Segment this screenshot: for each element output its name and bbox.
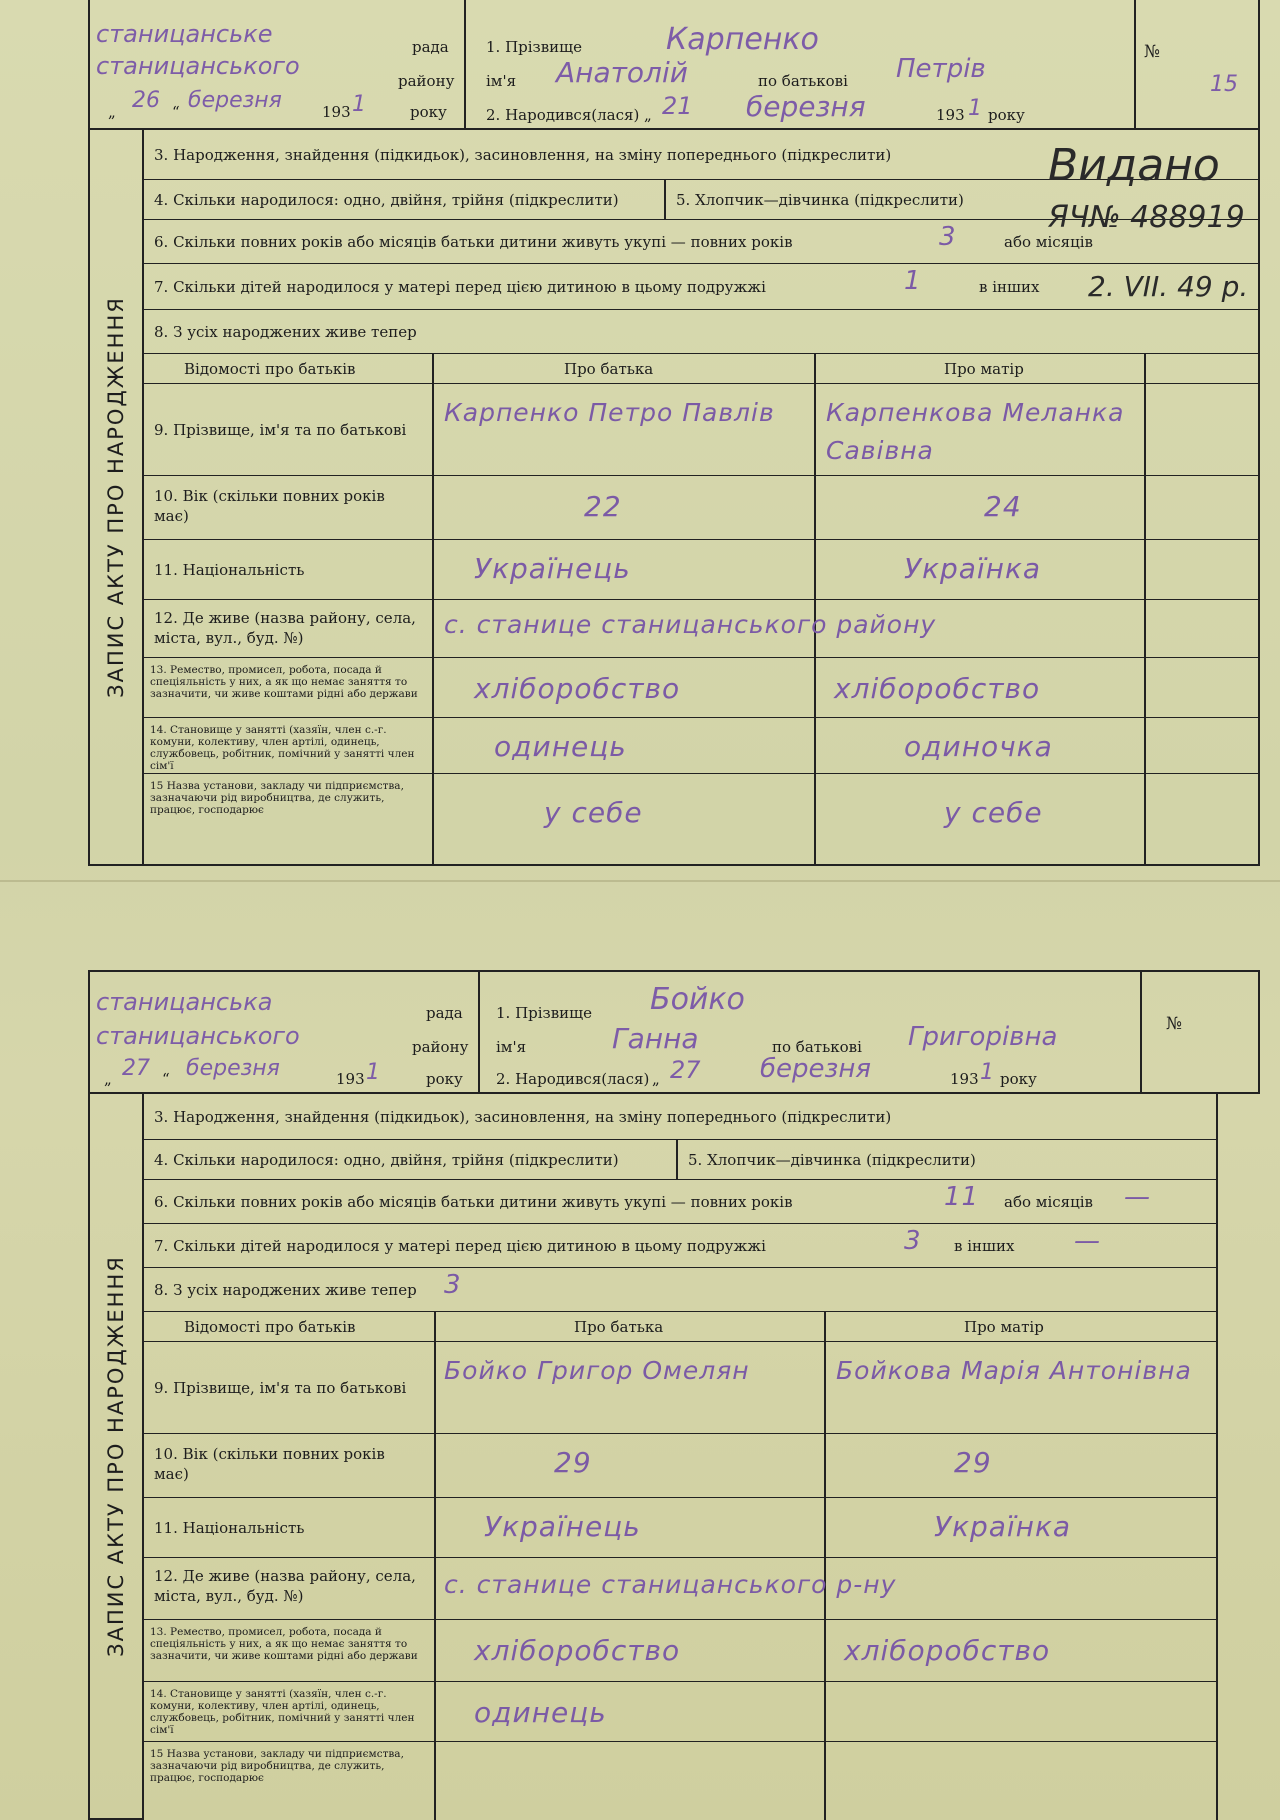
council-value: станицанська bbox=[96, 988, 273, 1016]
name-value: Анатолій bbox=[556, 56, 688, 89]
birth-record-2 bbox=[88, 970, 1260, 1820]
row-address bbox=[144, 600, 1258, 658]
r14-label: 14. Становище у занятті (хазяїн, член с.-г. комуни, колективу, член артілі, одинець, службовець, робітник, помічний у занятті член сім'ї bbox=[150, 724, 415, 772]
q3-label: 3. Народження, знайдення (підкидьок), засиновлення, на зміну попереднього (підкреслити) bbox=[154, 145, 892, 164]
q7-count-value: 1 bbox=[904, 266, 922, 296]
q8-alive-value: 3 bbox=[444, 1270, 462, 1300]
fold-line bbox=[0, 880, 1280, 882]
born-year-value: 1 bbox=[968, 96, 982, 121]
q6-months-value: — bbox=[1124, 1182, 1151, 1212]
row-q8 bbox=[144, 310, 1258, 354]
father-header: Про батька bbox=[574, 1317, 664, 1336]
row-parents-header bbox=[144, 1312, 1216, 1342]
row-q4-q5 bbox=[144, 1140, 1216, 1180]
row-full-name bbox=[144, 1342, 1216, 1434]
record-sidebar bbox=[88, 1094, 142, 1820]
father-status-value: одинець bbox=[494, 730, 627, 763]
name-value: Ганна bbox=[612, 1022, 699, 1055]
year-prefix: 193 bbox=[336, 1070, 365, 1088]
record-body bbox=[142, 1094, 1218, 1820]
born-year-prefix: 193 bbox=[950, 1070, 979, 1088]
district-label: району bbox=[412, 1038, 469, 1056]
r12-label: 12. Де живе (назва району, села, міста, вул., буд. №) bbox=[154, 609, 416, 647]
row-occupation bbox=[144, 1620, 1216, 1682]
date-month-value: березня bbox=[188, 88, 282, 113]
q6-months-label: або місяців bbox=[1004, 1192, 1093, 1211]
father-status-value: одинець bbox=[474, 1696, 607, 1729]
row-workplace bbox=[144, 1742, 1216, 1820]
row-q8 bbox=[144, 1268, 1216, 1312]
r11-label: 11. Національність bbox=[154, 1518, 305, 1537]
parents-header: Відомості про батьків bbox=[184, 1317, 356, 1336]
q6-years-value: 3 bbox=[939, 222, 957, 252]
born-day-value: 21 bbox=[662, 92, 693, 120]
row-full-name bbox=[144, 384, 1258, 476]
q7-other-label: в інших bbox=[979, 277, 1040, 296]
sidebar-title: ЗАПИС АКТУ ПРО НАРОДЖЕННЯ bbox=[104, 296, 128, 698]
issued-date: 2. VII. 49 р. bbox=[1088, 270, 1249, 303]
surname-label: 1. Прізвище bbox=[496, 1004, 593, 1022]
child-info-cell: 1. Прізвище Бойко ім'я Ганна по батькові Григорівна 2. Народився(лася) „ 27 березня 193 1 року bbox=[480, 972, 1142, 1092]
father-address-value: с. станице станицанського р-ну bbox=[444, 1570, 897, 1599]
born-year-suffix: року bbox=[1000, 1070, 1037, 1088]
council-label: рада bbox=[412, 38, 449, 56]
year-value: 1 bbox=[366, 1060, 380, 1085]
row-q7 bbox=[144, 1224, 1216, 1268]
father-nationality-value: Українець bbox=[484, 1510, 641, 1543]
surname-value: Карпенко bbox=[666, 22, 819, 57]
father-address-value: с. станице станицанського району bbox=[444, 610, 937, 639]
q8-label: 8. З усіх народжених живе тепер bbox=[154, 322, 417, 341]
r15-label: 15 Назва установи, закладу чи підприємства, зазначаючи рід виробництва, де служить, працює, господарює bbox=[150, 780, 404, 816]
q6-label: 6. Скільки повних років або місяців батьки дитини живуть укупі — повних років bbox=[154, 1192, 793, 1211]
row-nationality bbox=[144, 540, 1258, 600]
q7-other-label: в інших bbox=[954, 1236, 1015, 1255]
mother-name-value: Карпенкова Меланка Савівна bbox=[826, 398, 1125, 465]
mother-age-value: 29 bbox=[954, 1446, 992, 1479]
council-value: станицанське bbox=[96, 20, 273, 48]
row-q3 bbox=[144, 1094, 1216, 1140]
child-info-cell: 1. Прізвище Карпенко ім'я Анатолій по батькові Петрів 2. Народився(лася) „ 21 березня 193 1 року bbox=[466, 0, 1136, 128]
surname-value: Бойко bbox=[650, 982, 745, 1017]
r13-label: 13. Ремество, промисел, робота, посада й спеціяльність у них, а як що немає заняття то зазначити, чи живе коштами рідні або держави bbox=[150, 664, 418, 700]
issued-stamp: Видано bbox=[1048, 140, 1220, 191]
number-label: № bbox=[1166, 1014, 1183, 1034]
record-header bbox=[88, 0, 1260, 130]
name-label: ім'я bbox=[486, 72, 517, 90]
row-nationality bbox=[144, 1498, 1216, 1558]
r9-label: 9. Прізвище, ім'я та по батькові bbox=[154, 1378, 407, 1397]
q7-label: 7. Скільки дітей народилося у матері перед цією дитиною в цьому подружжі bbox=[154, 277, 766, 296]
row-address bbox=[144, 1558, 1216, 1620]
father-workplace-value: у себе bbox=[544, 796, 643, 829]
district-label: району bbox=[398, 72, 455, 90]
father-header: Про батька bbox=[564, 359, 654, 378]
q7-count-value: 3 bbox=[904, 1226, 922, 1256]
father-occupation-value: хліборобство bbox=[474, 1634, 681, 1667]
q6-years-value: 11 bbox=[944, 1182, 980, 1212]
born-year-suffix: року bbox=[988, 106, 1025, 124]
council-label: рада bbox=[426, 1004, 463, 1022]
district-value: станицанського bbox=[96, 1022, 300, 1050]
r15-label: 15 Назва установи, закладу чи підприємства, зазначаючи рід виробництва, де служить, працює, господарює bbox=[150, 1748, 404, 1784]
born-label: 2. Народився(лася) bbox=[486, 106, 640, 124]
sidebar-title: ЗАПИС АКТУ ПРО НАРОДЖЕННЯ bbox=[104, 1255, 128, 1657]
patronymic-value: Петрів bbox=[896, 54, 986, 84]
registry-office-cell: станицанське рада станицанського району „ 26 “ березня 193 1 року bbox=[90, 0, 466, 128]
q4-label: 4. Скільки народилося: одно, двійня, трійня (підкреслити) bbox=[154, 1150, 619, 1169]
father-nationality-value: Українець bbox=[474, 552, 631, 585]
row-occupation bbox=[144, 658, 1258, 718]
record-sidebar bbox=[88, 130, 142, 866]
row-parents-header bbox=[144, 354, 1258, 384]
row-workplace bbox=[144, 774, 1258, 866]
born-day-value: 27 bbox=[670, 1056, 701, 1084]
patronymic-label: по батькові bbox=[758, 72, 848, 90]
surname-label: 1. Прізвище bbox=[486, 38, 583, 56]
district-value: станицанського bbox=[96, 52, 300, 80]
year-suffix: року bbox=[410, 103, 447, 121]
issued-serial: ЯЧ№ 488919 bbox=[1048, 200, 1245, 235]
date-day-value: 27 bbox=[122, 1056, 150, 1081]
date-day-value: 26 bbox=[132, 88, 160, 113]
father-age-value: 29 bbox=[554, 1446, 592, 1479]
father-occupation-value: хліборобство bbox=[474, 672, 681, 705]
mother-name-value: Бойкова Марія Антонівна bbox=[836, 1356, 1192, 1385]
r10-label: 10. Вік (скільки повних років має) bbox=[154, 1445, 385, 1483]
q7-other-value: — bbox=[1074, 1226, 1101, 1256]
patronymic-label: по батькові bbox=[772, 1038, 862, 1056]
r13-label: 13. Ремество, промисел, робота, посада й спеціяльність у них, а як що немає заняття то зазначити, чи живе коштами рідні або держави bbox=[150, 1626, 418, 1662]
patronymic-value: Григорівна bbox=[908, 1022, 1058, 1052]
q4-label: 4. Скільки народилося: одно, двійня, трійня (підкреслити) bbox=[154, 190, 619, 209]
r10-label: 10. Вік (скільки повних років має) bbox=[154, 487, 385, 525]
row-age bbox=[144, 476, 1258, 540]
number-value: 15 bbox=[1210, 72, 1238, 97]
q7-label: 7. Скільки дітей народилося у матері перед цією дитиною в цьому подружжі bbox=[154, 1236, 766, 1255]
row-status bbox=[144, 1682, 1216, 1742]
number-label: № bbox=[1144, 42, 1161, 62]
name-label: ім'я bbox=[496, 1038, 527, 1056]
year-prefix: 193 bbox=[322, 103, 351, 121]
q3-label: 3. Народження, знайдення (підкидьок), засиновлення, на зміну попереднього (підкреслити) bbox=[154, 1107, 892, 1126]
mother-nationality-value: Українка bbox=[904, 552, 1042, 585]
record-body bbox=[142, 130, 1260, 866]
mother-header: Про матір bbox=[964, 1317, 1044, 1336]
row-status bbox=[144, 718, 1258, 774]
mother-occupation-value: хліборобство bbox=[844, 1634, 1051, 1667]
r14-label: 14. Становище у занятті (хазяїн, член с.-г. комуни, колективу, член артілі, одинець, службовець, робітник, помічний у занятті член сім'ї bbox=[150, 1688, 415, 1736]
father-name-value: Карпенко Петро Павлів bbox=[444, 398, 775, 427]
birth-record-1 bbox=[88, 0, 1260, 866]
mother-nationality-value: Українка bbox=[934, 1510, 1072, 1543]
q5-label: 5. Хлопчик—дівчинка (підкреслити) bbox=[676, 190, 964, 209]
mother-status-value: одиночка bbox=[904, 730, 1053, 763]
mother-age-value: 24 bbox=[984, 490, 1022, 523]
parents-header: Відомості про батьків bbox=[184, 359, 356, 378]
father-age-value: 22 bbox=[584, 490, 622, 523]
born-month-value: березня bbox=[760, 1054, 871, 1084]
registry-office-cell: станицанська рада станицанського району „ 27 “ березня 193 1 року bbox=[90, 972, 480, 1092]
date-month-value: березня bbox=[186, 1056, 280, 1081]
row-age bbox=[144, 1434, 1216, 1498]
mother-workplace-value: у себе bbox=[944, 796, 1043, 829]
q6-months-label: або місяців bbox=[1004, 232, 1093, 251]
year-suffix: року bbox=[426, 1070, 463, 1088]
row-q6 bbox=[144, 1180, 1216, 1224]
q5-label: 5. Хлопчик—дівчинка (підкреслити) bbox=[688, 1150, 976, 1169]
r11-label: 11. Національність bbox=[154, 560, 305, 579]
born-year-prefix: 193 bbox=[936, 106, 965, 124]
born-label: 2. Народився(лася) bbox=[496, 1070, 650, 1088]
born-year-value: 1 bbox=[980, 1060, 994, 1085]
q6-label: 6. Скільки повних років або місяців батьки дитини живуть укупі — повних років bbox=[154, 232, 793, 251]
born-month-value: березня bbox=[746, 90, 866, 123]
r9-label: 9. Прізвище, ім'я та по батькові bbox=[154, 420, 407, 439]
year-value: 1 bbox=[352, 92, 366, 117]
r12-label: 12. Де живе (назва району, села, міста, вул., буд. №) bbox=[154, 1567, 416, 1605]
mother-header: Про матір bbox=[944, 359, 1024, 378]
father-name-value: Бойко Григор Омелян bbox=[444, 1356, 750, 1385]
q8-label: 8. З усіх народжених живе тепер bbox=[154, 1280, 417, 1299]
record-header bbox=[88, 970, 1260, 1094]
mother-occupation-value: хліборобство bbox=[834, 672, 1041, 705]
